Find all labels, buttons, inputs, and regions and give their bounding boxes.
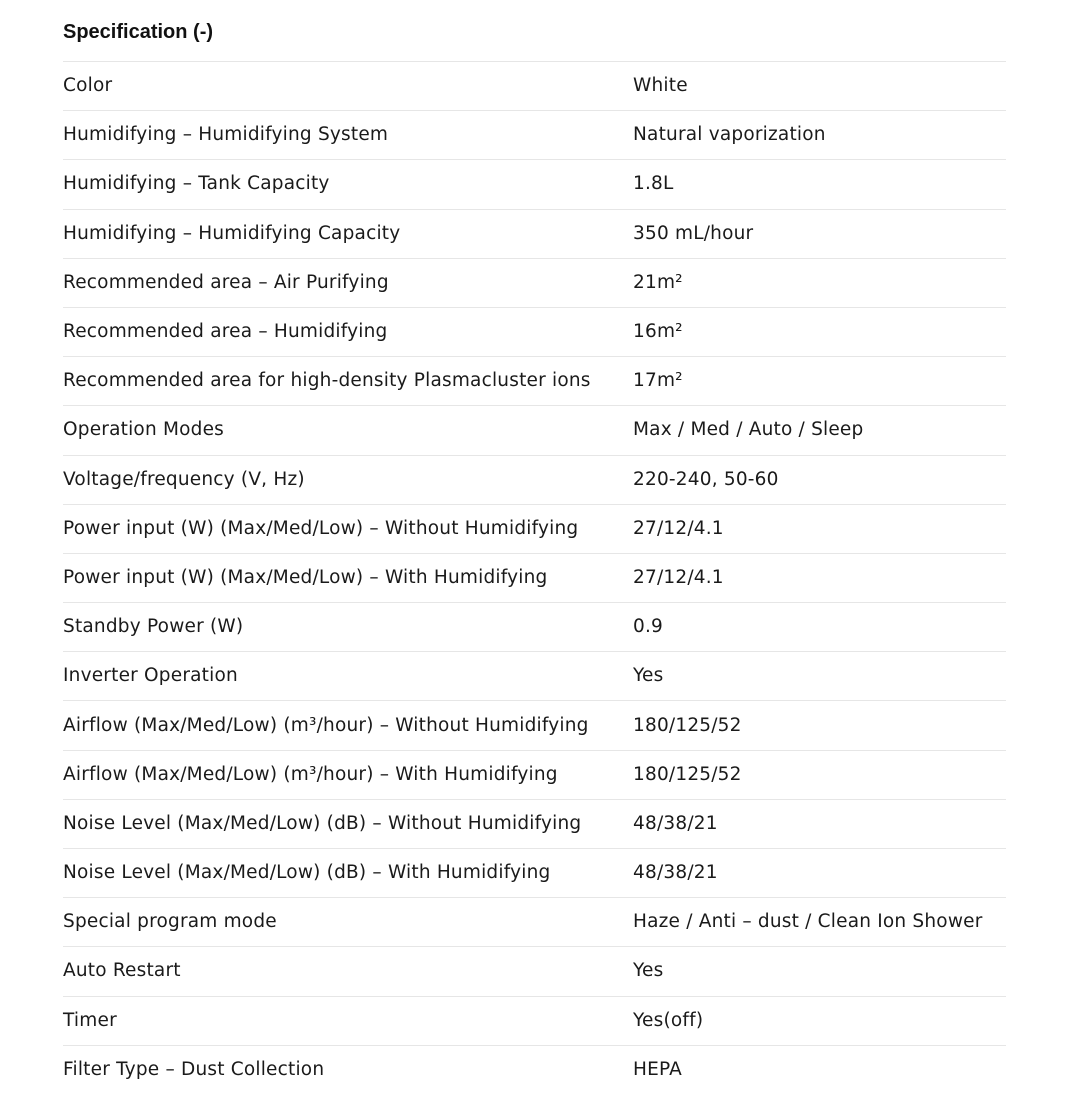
spec-value: 21m²: [633, 258, 1006, 307]
spec-row: [63, 357, 1006, 406]
spec-label: Color: [63, 62, 633, 111]
spec-row: [63, 701, 1006, 750]
spec-row: [63, 258, 1006, 307]
spec-value: 180/125/52: [633, 750, 1006, 799]
spec-row: [63, 160, 1006, 209]
spec-row: [63, 111, 1006, 160]
spec-label: Standby Power (W): [63, 603, 633, 652]
spec-value: Yes: [633, 652, 1006, 701]
spec-label: Humidifying – Tank Capacity: [63, 160, 633, 209]
spec-value: 220-240, 50-60: [633, 455, 1006, 504]
spec-row: [63, 455, 1006, 504]
spec-value: 48/38/21: [633, 849, 1006, 898]
spec-row: [63, 750, 1006, 799]
spec-value: Haze / Anti – dust / Clean Ion Shower: [633, 898, 1006, 947]
spec-label: Airflow (Max/Med/Low) (m³/hour) – Without Humidifying: [63, 701, 633, 750]
spec-value: 350 mL/hour: [633, 209, 1006, 258]
spec-row: [63, 62, 1006, 111]
spec-row: [63, 652, 1006, 701]
spec-label: Power input (W) (Max/Med/Low) – With Humidifying: [63, 553, 633, 602]
specification-table: [63, 61, 1006, 1094]
spec-label: Recommended area for high-density Plasmacluster ions: [63, 357, 633, 406]
spec-row: [63, 406, 1006, 455]
spec-value: Max / Med / Auto / Sleep: [633, 406, 1006, 455]
spec-row: [63, 849, 1006, 898]
spec-label: Recommended area – Air Purifying: [63, 258, 633, 307]
spec-row: [63, 799, 1006, 848]
spec-label: Inverter Operation: [63, 652, 633, 701]
spec-value: Yes(off): [633, 996, 1006, 1045]
spec-value: Yes: [633, 947, 1006, 996]
spec-row: [63, 603, 1006, 652]
specification-table-body: [63, 62, 1006, 1094]
spec-row: [63, 1045, 1006, 1094]
specification-heading: Specification (-): [63, 15, 1006, 61]
spec-row: [63, 898, 1006, 947]
spec-row: [63, 307, 1006, 356]
spec-label: Operation Modes: [63, 406, 633, 455]
spec-value: 180/125/52: [633, 701, 1006, 750]
spec-row: [63, 996, 1006, 1045]
spec-label: Special program mode: [63, 898, 633, 947]
spec-label: Voltage/frequency (V, Hz): [63, 455, 633, 504]
spec-label: Humidifying – Humidifying Capacity: [63, 209, 633, 258]
spec-row: [63, 553, 1006, 602]
spec-value: 17m²: [633, 357, 1006, 406]
spec-row: [63, 504, 1006, 553]
spec-value: 27/12/4.1: [633, 504, 1006, 553]
spec-label: Recommended area – Humidifying: [63, 307, 633, 356]
spec-value: 0.9: [633, 603, 1006, 652]
spec-value: 16m²: [633, 307, 1006, 356]
spec-label: Timer: [63, 996, 633, 1045]
spec-label: Noise Level (Max/Med/Low) (dB) – With Humidifying: [63, 849, 633, 898]
spec-value: Natural vaporization: [633, 111, 1006, 160]
spec-value: 27/12/4.1: [633, 553, 1006, 602]
spec-label: Power input (W) (Max/Med/Low) – Without Humidifying: [63, 504, 633, 553]
spec-value: White: [633, 62, 1006, 111]
spec-row: [63, 209, 1006, 258]
spec-label: Humidifying – Humidifying System: [63, 111, 633, 160]
spec-row: [63, 947, 1006, 996]
spec-value: HEPA: [633, 1045, 1006, 1094]
spec-label: Noise Level (Max/Med/Low) (dB) – Without Humidifying: [63, 799, 633, 848]
spec-value: 1.8L: [633, 160, 1006, 209]
spec-label: Airflow (Max/Med/Low) (m³/hour) – With Humidifying: [63, 750, 633, 799]
spec-value: 48/38/21: [633, 799, 1006, 848]
spec-label: Filter Type – Dust Collection: [63, 1045, 633, 1094]
spec-label: Auto Restart: [63, 947, 633, 996]
specification-section: [63, 15, 1006, 1094]
